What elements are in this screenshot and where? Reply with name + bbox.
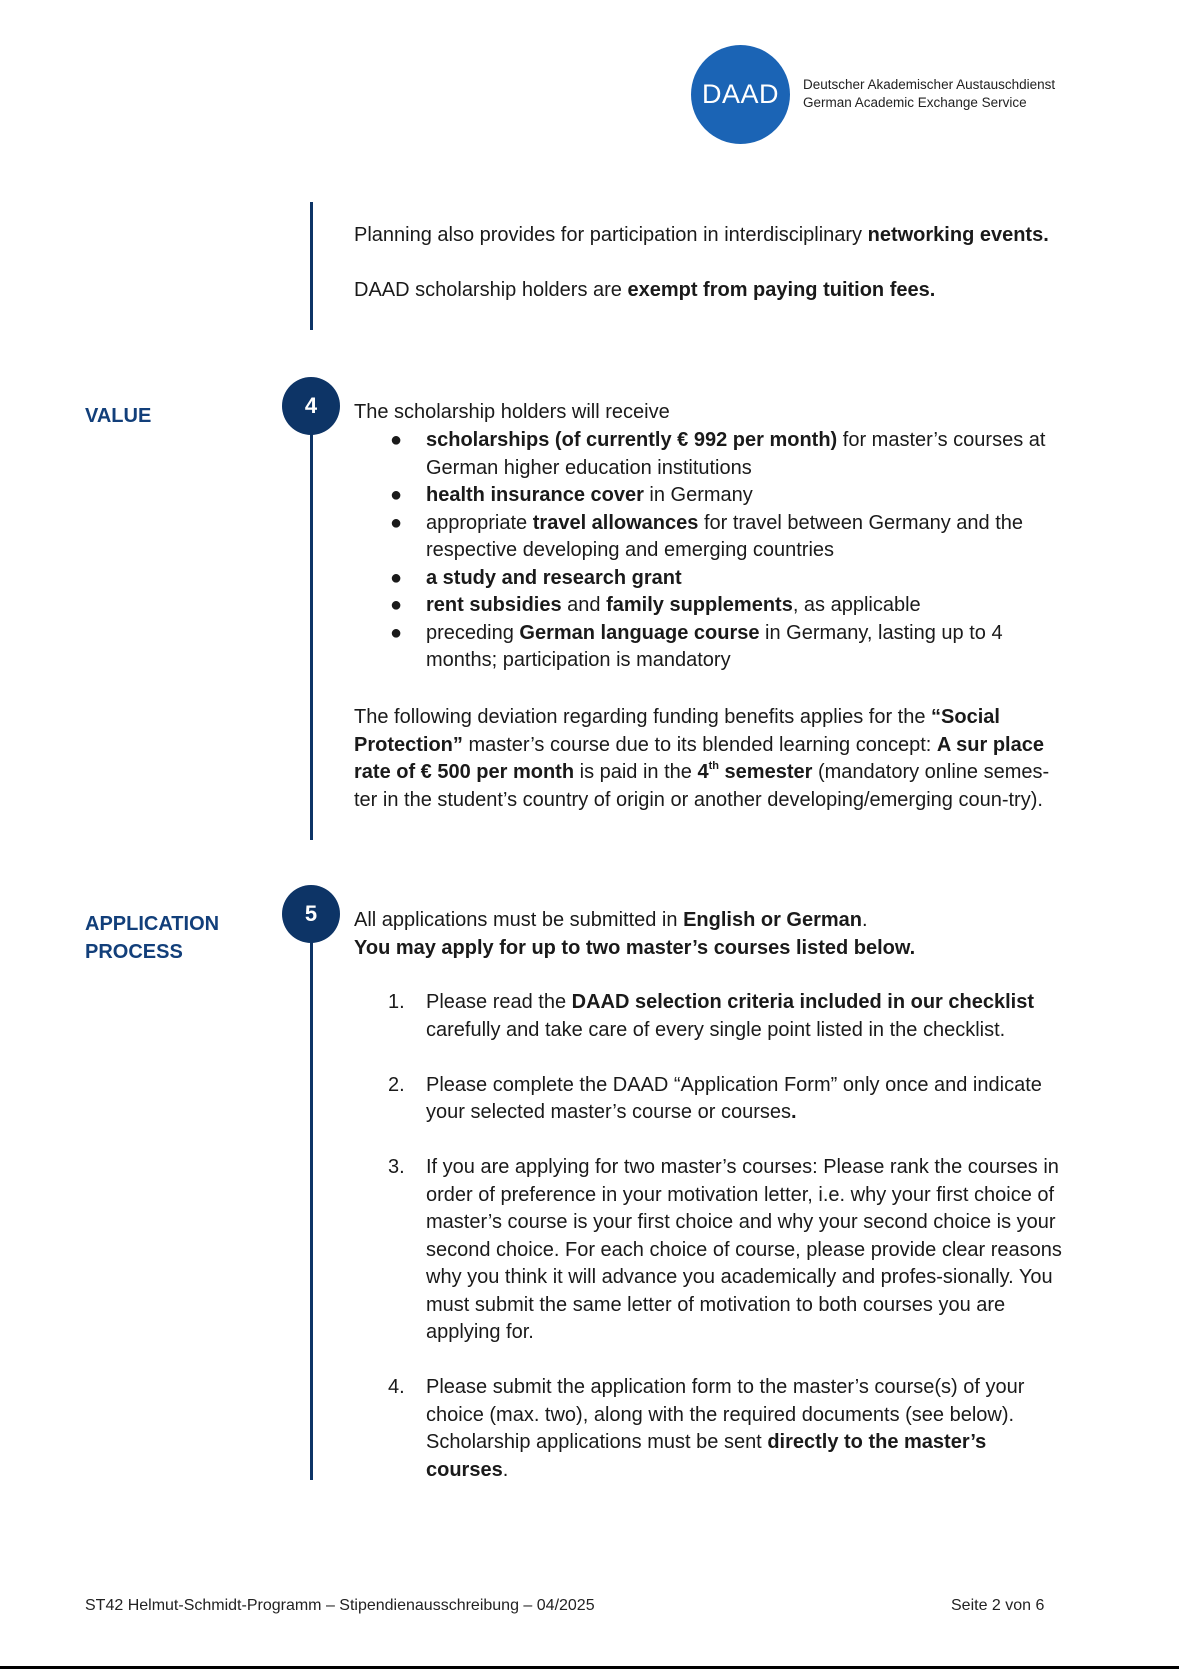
deviation-paragraph: The following deviation regarding funding benefits applies for the “Social Protection” master’s course due to its blended learning concept: A sur place rate of € 500 per month is paid in the 4th semester (mandatory online semes-ter in the student’s country of origin or another developing/emerging coun-try). <box>354 706 1050 811</box>
list-item: 4. Please submit the application form to the master’s course(s) of your choice (max. two), along with the required documents (see below). Scholarship applications must be sent directly to the master’s courses. <box>388 1376 1025 1481</box>
bullet-icon: ● <box>390 511 403 534</box>
list-item: 3. If you are applying for two master’s courses: Please rank the courses in order of preference in your motivation letter, i.e. why your first choice of master’s course is your first choice and why your second choice is your second choice. For each choice of course, please provide clear reasons why you think it will advance you academically and profes-sionally. You must submit the same letter of motivation to both courses you are applying for. <box>388 1156 1062 1343</box>
value-lead: The scholarship holders will receive <box>354 401 670 423</box>
application-lead <box>354 907 1074 962</box>
application-steps-list <box>354 989 1074 1512</box>
bullet-icon: ● <box>390 621 403 644</box>
bullet-icon: ● <box>390 484 403 506</box>
benefits-list <box>354 427 1074 675</box>
list-item: 2. Please complete the DAAD “Application Form” only once and indicate your selected master’s course or courses. <box>388 1073 1042 1123</box>
footer-document-id: ST42 Helmut-Schmidt-Programm – Stipendienausschreibung – 04/2025 <box>85 1597 595 1614</box>
section-label-application-process: APPLICATION PROCESS <box>85 913 220 963</box>
list-item: ● preceding German language course in Germany, lasting up to 4 months; participation is mandatory <box>390 621 1003 671</box>
networking-paragraph: Planning also provides for participation in interdisciplinary networking events. <box>354 224 1049 246</box>
value-vertical-rule <box>310 408 313 840</box>
intro-vertical-rule <box>310 202 313 330</box>
org-name-en: German Academic Exchange Service <box>803 95 1027 110</box>
bullet-icon: ● <box>390 566 403 589</box>
intro-block <box>354 222 1054 305</box>
daad-logo <box>691 45 790 144</box>
bullet-icon: ● <box>390 429 403 451</box>
organization-name <box>803 76 1055 112</box>
tuition-paragraph: DAAD scholarship holders are exempt from paying tuition fees. <box>354 279 936 301</box>
list-item: ● appropriate travel allowances for travel between Germany and the respective developing and emerging countries <box>390 511 1024 561</box>
section-number-5: 5 <box>282 885 340 943</box>
section-label-value: VALUE <box>85 405 152 427</box>
course-limit: You may apply for up to two master’s courses listed below. <box>354 936 916 959</box>
list-item: ● a study and research grant <box>354 565 1074 593</box>
list-item: ● scholarships (of currently € 992 per month) for master’s courses at German higher education institutions <box>390 429 1046 479</box>
list-item: ● rent subsidies and family supplements, as applicable <box>354 592 1074 620</box>
section-number-4: 4 <box>282 377 340 435</box>
application-vertical-rule <box>310 916 313 1480</box>
logo-text: DAAD <box>701 79 779 109</box>
list-item: ● health insurance cover in Germany <box>354 482 1074 510</box>
bullet-icon: ● <box>390 594 403 616</box>
list-item: 1. Please read the DAAD selection criteria included in our checklist carefully and take care of every single point listed in the checklist. <box>388 991 1034 1041</box>
language-requirement: All applications must be submitted in English or German. <box>354 909 868 931</box>
org-name-de: Deutscher Akademischer Austauschdienst <box>803 77 1056 92</box>
footer-page-number: Seite 2 von 6 <box>951 1597 1045 1614</box>
